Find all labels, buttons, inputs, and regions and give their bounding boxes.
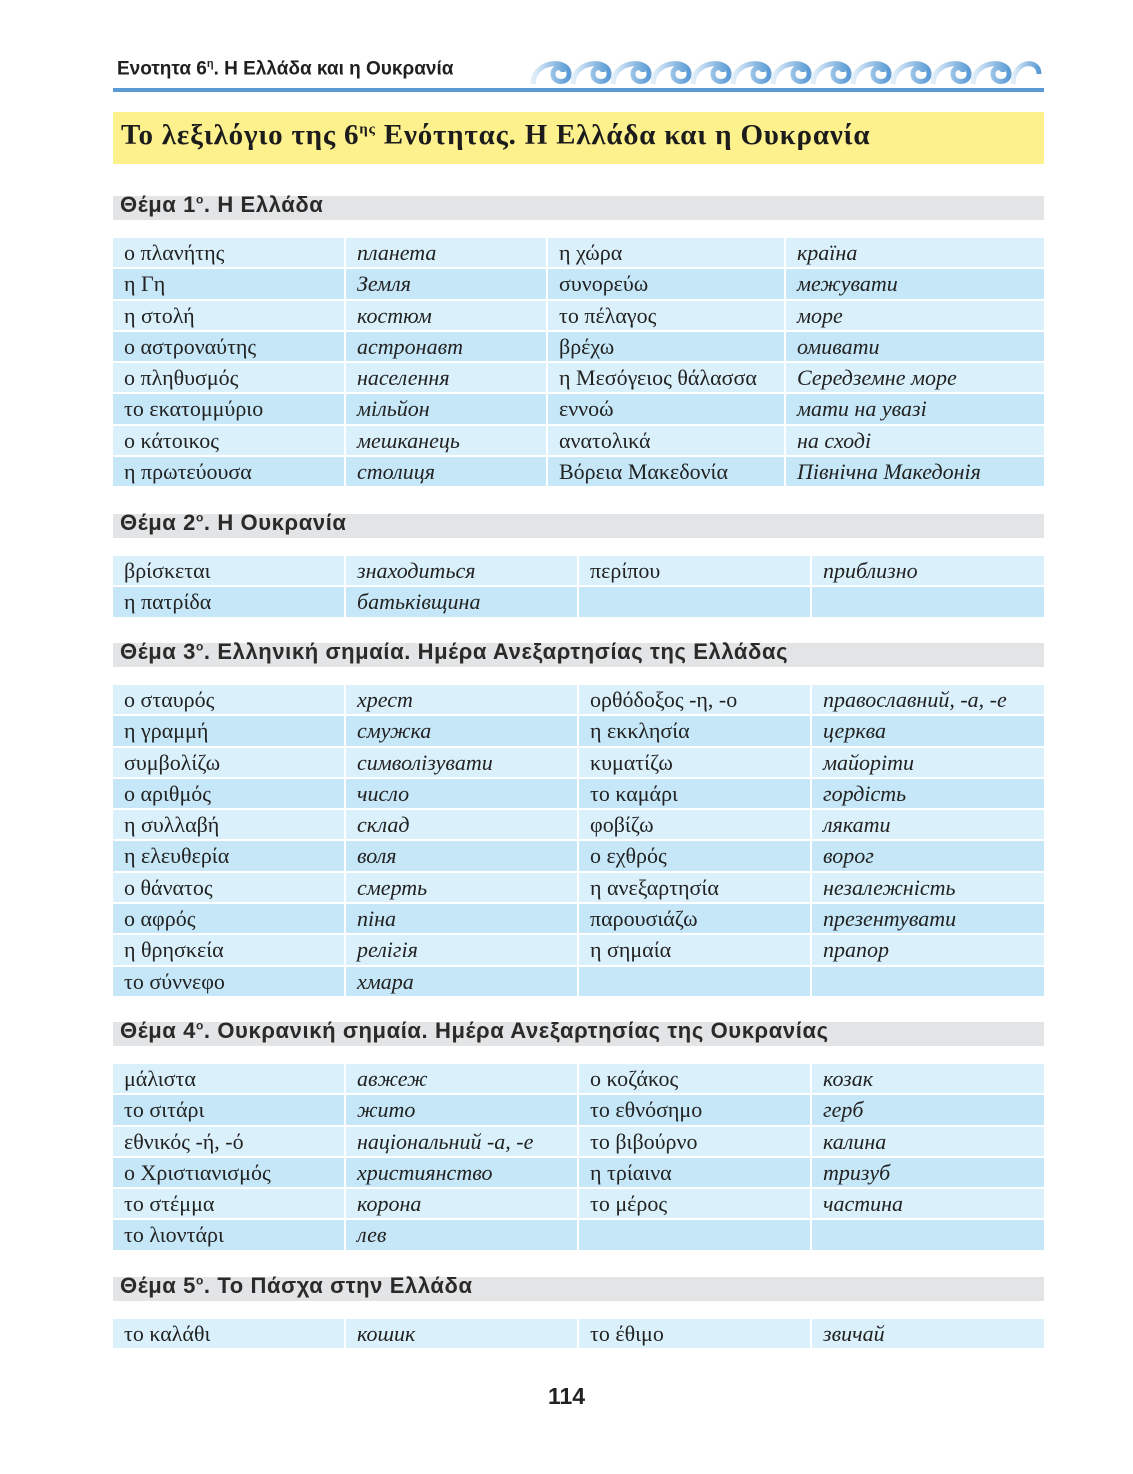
greek-term: εννοώ (548, 394, 786, 423)
greek-term: το καλάθι (113, 1319, 346, 1348)
greek-term: ο εχθρός (579, 841, 812, 870)
greek-term: μάλιστα (113, 1064, 346, 1093)
ukrainian-translation: знаходиться (346, 556, 579, 585)
ukrainian-translation: авжеж (346, 1064, 579, 1093)
section-heading-bar (113, 192, 1044, 220)
wave-ornament-icon (523, 52, 1043, 88)
header-title: Ενοτητα $6^\eta$. Η Ελλάδα και η Ουκρανία (117, 58, 454, 80)
ukrainian-translation: приблизно (812, 556, 1044, 585)
ukrainian-translation: лев (346, 1220, 579, 1249)
vocabulary-table (113, 556, 1044, 617)
greek-term: η χώρα (548, 238, 786, 267)
ukrainian-translation: піна (346, 904, 579, 933)
greek-term: το καμάρι (579, 779, 812, 808)
ukrainian-translation: звичай (812, 1319, 1044, 1348)
greek-term: η πατρίδα (113, 587, 346, 616)
ukrainian-translation: смужка (346, 716, 579, 745)
section-heading: Θέμα $2^o$. Η Ουκρανία (120, 510, 347, 535)
greek-term: συμβολίζω (113, 748, 346, 777)
greek-term: ο Χριστιανισμός (113, 1158, 346, 1187)
greek-term: περίπου (579, 556, 812, 585)
vocabulary-table (113, 685, 1044, 996)
greek-term: ο σταυρός (113, 685, 346, 714)
ukrainian-translation: майоріти (812, 748, 1044, 777)
ukrainian-translation: мільйон (346, 394, 548, 423)
page-title: Το λεξιλόγιο της $6^{\eta\varsigma}$ Ενότητας. Η Ελλάδα και η Ουκρανία (121, 119, 871, 151)
ukrainian-translation: ворог (812, 841, 1044, 870)
greek-term: η συλλαβή (113, 810, 346, 839)
section-heading: Θέμα $4^o$. Ουκρανική σημαία. Ημέρα Ανεξαρτησίας της Ουκρανίας (120, 1018, 829, 1043)
greek-term (579, 1220, 812, 1249)
greek-term: ανατολικά (548, 426, 786, 455)
ukrainian-translation: омивати (786, 332, 1044, 361)
greek-term: βρέχω (548, 332, 786, 361)
greek-term: κυματίζω (579, 748, 812, 777)
ukrainian-translation: межувати (786, 269, 1044, 298)
greek-term: το βιβούρνο (579, 1127, 812, 1156)
ukrainian-translation: Північна Македонія (786, 457, 1044, 486)
ukrainian-translation: мати на увазі (786, 394, 1044, 423)
greek-term: το σύννεφο (113, 967, 346, 996)
ukrainian-translation: калина (812, 1127, 1044, 1156)
ukrainian-translation: герб (812, 1095, 1044, 1124)
ukrainian-translation: на сході (786, 426, 1044, 455)
greek-term: η θρησκεία (113, 935, 346, 964)
greek-term: η γραμμή (113, 716, 346, 745)
ukrainian-translation: костюм (346, 301, 548, 330)
ukrainian-translation: країна (786, 238, 1044, 267)
greek-term: το εθνόσημο (579, 1095, 812, 1124)
ukrainian-translation: корона (346, 1189, 579, 1218)
section-heading: Θέμα $3^o$. Ελληνική σημαία. Ημέρα Ανεξαρτησίας της Ελλάδας (120, 639, 789, 664)
ukrainian-translation: презентувати (812, 904, 1044, 933)
ukrainian-translation: столиця (346, 457, 548, 486)
greek-term: η Γη (113, 269, 346, 298)
ukrainian-translation: релігія (346, 935, 579, 964)
header-rule (113, 88, 1044, 92)
ukrainian-translation: символізувати (346, 748, 579, 777)
ukrainian-translation: хмара (346, 967, 579, 996)
greek-term: το έθιμο (579, 1319, 812, 1348)
section-heading-bar (113, 1273, 1044, 1301)
greek-term: το λιοντάρι (113, 1220, 346, 1249)
title-banner (113, 112, 1044, 164)
greek-term (579, 587, 812, 616)
ukrainian-translation: церква (812, 716, 1044, 745)
section-heading-bar (113, 639, 1044, 667)
greek-term: η σημαία (579, 935, 812, 964)
ukrainian-translation: жито (346, 1095, 579, 1124)
ukrainian-translation: лякати (812, 810, 1044, 839)
greek-term (579, 967, 812, 996)
greek-term: η ελευθερία (113, 841, 346, 870)
ukrainian-translation: козак (812, 1064, 1044, 1093)
ukrainian-translation: батьківщина (346, 587, 579, 616)
vocabulary-table (113, 1319, 1044, 1348)
ukrainian-translation: море (786, 301, 1044, 330)
greek-term: Βόρεια Μακεδονία (548, 457, 786, 486)
ukrainian-translation: склад (346, 810, 579, 839)
greek-term: συνορεύω (548, 269, 786, 298)
greek-term: ο αφρός (113, 904, 346, 933)
ukrainian-translation: смерть (346, 873, 579, 902)
ukrainian-translation: мешканець (346, 426, 548, 455)
vocabulary-table (113, 1064, 1044, 1250)
greek-term: ο αριθμός (113, 779, 346, 808)
greek-term: ορθόδοξος -η, -ο (579, 685, 812, 714)
ukrainian-translation: тризуб (812, 1158, 1044, 1187)
ukrainian-translation: хрест (346, 685, 579, 714)
ukrainian-translation: Середземне море (786, 363, 1044, 392)
ukrainian-translation: кошик (346, 1319, 579, 1348)
page-header (113, 50, 1044, 92)
greek-term: φοβίζω (579, 810, 812, 839)
ukrainian-translation: православний, -а, -е (812, 685, 1044, 714)
section-heading-bar (113, 1018, 1044, 1046)
ukrainian-translation: незалежність (812, 873, 1044, 902)
section-heading-bar (113, 510, 1044, 538)
ukrainian-translation: число (346, 779, 579, 808)
greek-term: ο κάτοικος (113, 426, 346, 455)
greek-term: η ανεξαρτησία (579, 873, 812, 902)
ukrainian-translation (812, 967, 1044, 996)
ukrainian-translation: населення (346, 363, 548, 392)
ukrainian-translation (812, 587, 1044, 616)
greek-term: η εκκλησία (579, 716, 812, 745)
greek-term: το μέρος (579, 1189, 812, 1218)
greek-term: το σιτάρι (113, 1095, 346, 1124)
greek-term: εθνικός -ή, -ό (113, 1127, 346, 1156)
ukrainian-translation (812, 1220, 1044, 1249)
greek-term: ο πλανήτης (113, 238, 346, 267)
greek-term: η τρίαινα (579, 1158, 812, 1187)
ukrainian-translation: частина (812, 1189, 1044, 1218)
greek-term: ο πληθυσμός (113, 363, 346, 392)
greek-term: η στολή (113, 301, 346, 330)
ukrainian-translation: воля (346, 841, 579, 870)
greek-term: το πέλαγος (548, 301, 786, 330)
ukrainian-translation: Земля (346, 269, 548, 298)
ukrainian-translation: прапор (812, 935, 1044, 964)
greek-term: ο αστροναύτης (113, 332, 346, 361)
greek-term: το στέμμα (113, 1189, 346, 1218)
greek-term: η Μεσόγειος θάλασσα (548, 363, 786, 392)
page-number: 114 (547, 1383, 586, 1409)
section-heading: Θέμα $5^o$. Το Πάσχα στην Ελλάδα (120, 1273, 473, 1298)
ukrainian-translation: національний -а, -е (346, 1127, 579, 1156)
greek-term: η πρωτεύουσα (113, 457, 346, 486)
ukrainian-translation: гордість (812, 779, 1044, 808)
section-heading: Θέμα $1^o$. Η Ελλάδα (120, 192, 324, 217)
ukrainian-translation: планета (346, 238, 548, 267)
vocabulary-table (113, 238, 1044, 486)
greek-term: το εκατομμύριο (113, 394, 346, 423)
ukrainian-translation: християнство (346, 1158, 579, 1187)
ukrainian-translation: астронавт (346, 332, 548, 361)
greek-term: ο κοζάκος (579, 1064, 812, 1093)
greek-term: βρίσκεται (113, 556, 346, 585)
greek-term: παρουσιάζω (579, 904, 812, 933)
greek-term: ο θάνατος (113, 873, 346, 902)
